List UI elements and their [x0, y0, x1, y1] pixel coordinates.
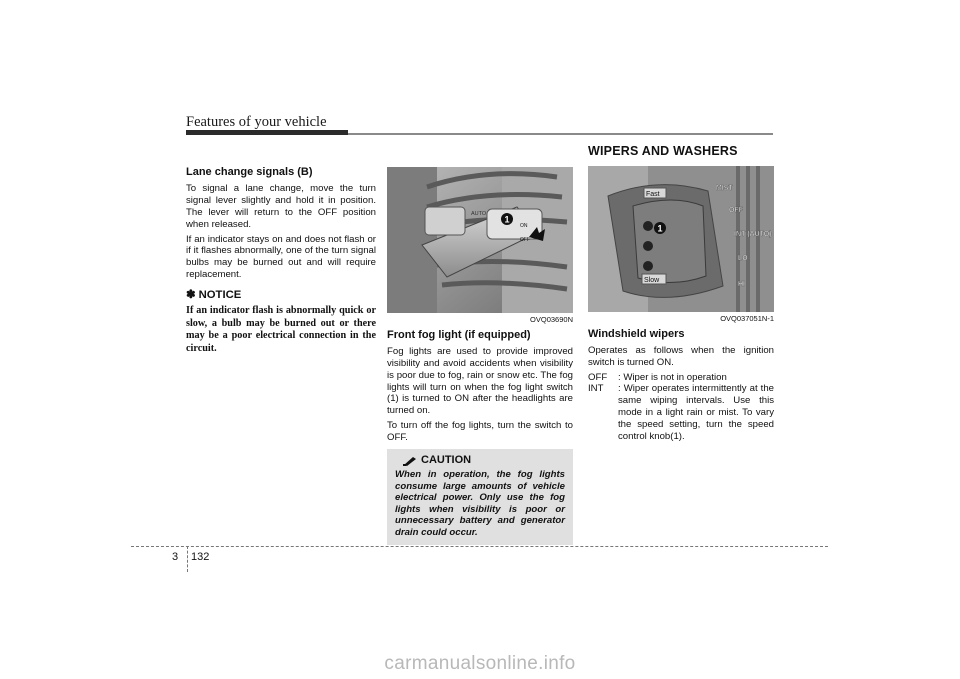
fog-light-para-1: Fog lights are used to provide improved visibility and avoid accidents when visibility is poor due to fog, rain or snow etc. The fog lights will turn on when the fog light switch (1) is turned to ON after the headlights are turned on.	[387, 345, 573, 417]
fog-light-heading: Front fog light (if equipped)	[387, 328, 531, 341]
wiper-mode-off	[588, 372, 774, 384]
wiper-label-slow: Slow	[644, 276, 660, 284]
column-lane-change	[186, 167, 376, 355]
wiper-switch-photo	[588, 166, 774, 312]
column-wipers	[588, 146, 774, 443]
wiper-callout-number: 1	[657, 223, 663, 234]
fog-label-on: ON	[520, 223, 528, 229]
wipers-intro: Operates as follows when the ignition switch is turned ON.	[588, 344, 774, 368]
notice-title: ✽ NOTICE	[186, 289, 242, 302]
wiper-illustration	[588, 166, 774, 312]
wiper-mode-list	[588, 372, 774, 443]
fog-figure-code: OVQ03690N	[530, 315, 573, 324]
chapter-number: 3	[172, 551, 179, 563]
wipers-section-title: WIPERS AND WASHERS	[588, 144, 738, 158]
mode-desc: : Wiper is not in operation	[618, 371, 727, 383]
fog-light-switch-photo	[387, 167, 573, 313]
page-header-title: Features of your vehicle	[186, 114, 327, 130]
lane-change-para-2: If an indicator stays on and does not flash or if it flashes abnormally, one of the turn signal bulbs may be burned out and will require replacement.	[186, 233, 376, 281]
wiper-label-int: INT (AUTO)	[734, 230, 772, 238]
caution-box	[387, 449, 573, 544]
caution-header	[403, 455, 565, 467]
wiper-label-fast: Fast	[646, 190, 660, 198]
footer-rule	[131, 546, 828, 547]
wiper-figure-code: OVQ037051N-1	[720, 313, 774, 323]
mode-term: INT	[588, 383, 604, 395]
column-fog-light	[387, 167, 573, 545]
mode-desc: : Wiper operates intermittently at the same wiping intervals. Use this mode in a light rain or mist. To vary the speed setting, turn the speed control knob(1).	[618, 383, 774, 443]
header-rule-dark	[186, 130, 348, 135]
fog-light-illustration	[387, 167, 573, 313]
wiper-label-mist: MIST	[716, 184, 733, 192]
fog-label-off: OFF	[520, 237, 530, 243]
lane-change-heading: Lane change signals (B)	[186, 166, 313, 178]
notice-body: If an indicator flash is abnormally quick or slow, a bulb may be burned out or there may be a poor electrical connection in the circuit.	[186, 305, 376, 354]
fog-callout-number: 1	[504, 214, 510, 225]
wiper-mode-int	[588, 383, 774, 443]
mode-term: OFF	[588, 371, 608, 383]
lane-change-para-1: To signal a lane change, move the turn signal lever slightly and hold it in position. The lever will return to the OFF position when released.	[186, 182, 376, 230]
fog-label-auto: AUTO	[471, 211, 487, 217]
header-rule-light	[348, 133, 773, 135]
watermark-text: carmanualsonline.info	[384, 653, 576, 674]
wiper-label-hi: HI	[738, 280, 745, 288]
caution-pen-icon	[403, 456, 417, 466]
fog-light-para-2: To turn off the fog lights, turn the switch to OFF.	[387, 420, 573, 444]
wiper-label-lo: LO	[738, 254, 748, 262]
page-number: 132	[191, 551, 210, 563]
caution-body: When in operation, the fog lights consume large amounts of vehicle electrical power. Only use the fog lights when visibility is poor or unnecessary battery and generator drain could occur.	[395, 468, 565, 538]
windshield-wipers-heading: Windshield wipers	[588, 327, 685, 340]
footer-tick	[187, 546, 188, 572]
caution-title: CAUTION	[421, 454, 472, 467]
wiper-label-off: OFF	[729, 206, 743, 214]
